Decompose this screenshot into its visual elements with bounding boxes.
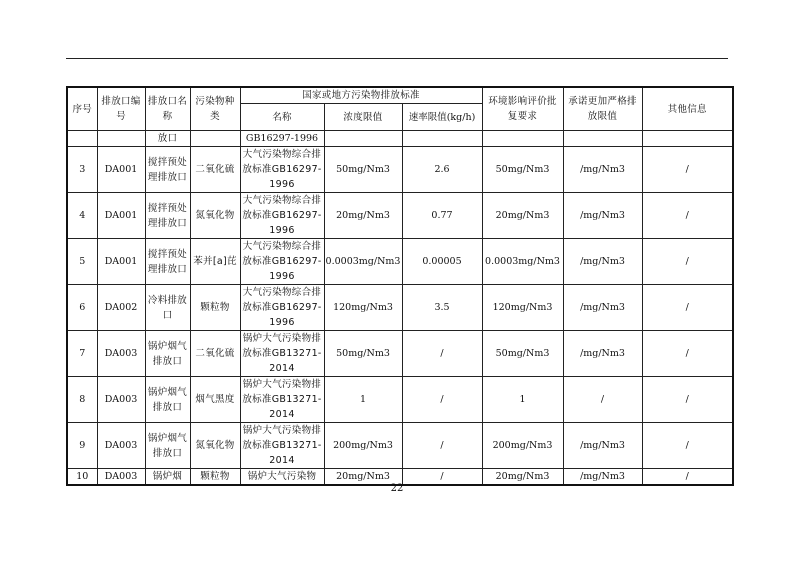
- header-pollutant: 污染物种类: [190, 87, 240, 131]
- cell-other: /: [642, 377, 733, 423]
- cell-seq: 4: [67, 193, 97, 239]
- cell-standard: 大气污染物综合排放标准GB16297-1996: [240, 239, 324, 285]
- cell-conc-limit: 20mg/Nm3: [324, 193, 402, 239]
- cell-conc-limit: 0.0003mg/Nm3: [324, 239, 402, 285]
- cell-other: /: [642, 193, 733, 239]
- header-rate-limit: 速率限值(kg/h): [402, 104, 482, 131]
- cell-outlet-code: DA003: [97, 423, 145, 469]
- cell-outlet-code: DA002: [97, 285, 145, 331]
- cell-standard: 锅炉大气污染物排放标准GB13271-2014: [240, 423, 324, 469]
- header-conc-limit: 浓度限值: [324, 104, 402, 131]
- cell-outlet-code: DA003: [97, 469, 145, 486]
- cell-seq: 6: [67, 285, 97, 331]
- cell-eia: 20mg/Nm3: [482, 469, 563, 486]
- cell-standard: 锅炉大气污染物排放标准GB13271-2014: [240, 377, 324, 423]
- cell-eia: 0.0003mg/Nm3: [482, 239, 563, 285]
- table-row: [67, 239, 733, 285]
- cell-pollutant: 苯并[a]芘: [190, 239, 240, 285]
- cell-rate-limit: 3.5: [402, 285, 482, 331]
- cell-outlet-code: DA001: [97, 193, 145, 239]
- cell-stricter: /: [563, 377, 642, 423]
- table-body: [67, 131, 733, 486]
- cell-rate-limit: 2.6: [402, 147, 482, 193]
- cell-rate-limit: /: [402, 469, 482, 486]
- page-number: 22: [390, 483, 404, 494]
- cell-eia: 120mg/Nm3: [482, 285, 563, 331]
- cell-pollutant: 氮氧化物: [190, 423, 240, 469]
- cell-pollutant: 二氧化硫: [190, 147, 240, 193]
- cell-pollutant: 烟气黑度: [190, 377, 240, 423]
- cell-rate-limit: /: [402, 331, 482, 377]
- cell-standard: 大气污染物综合排放标准GB16297-1996: [240, 193, 324, 239]
- cell-conc-limit: 20mg/Nm3: [324, 469, 402, 486]
- cell-conc-limit: 120mg/Nm3: [324, 285, 402, 331]
- cell-pollutant: 颗粒物: [190, 285, 240, 331]
- header-other: 其他信息: [642, 87, 733, 131]
- cell-eia: 20mg/Nm3: [482, 193, 563, 239]
- table-row: [67, 423, 733, 469]
- cell-conc-limit: 50mg/Nm3: [324, 331, 402, 377]
- table-row: [67, 285, 733, 331]
- cell-pollutant: 二氧化硫: [190, 331, 240, 377]
- header-rule: [66, 58, 728, 59]
- cell-outlet-name: 锅炉烟: [145, 469, 190, 486]
- cell-stricter: /mg/Nm3: [563, 193, 642, 239]
- cell-standard: 大气污染物综合排放标准GB16297-1996: [240, 147, 324, 193]
- cell-standard: 锅炉大气污染物排放标准GB13271-2014: [240, 331, 324, 377]
- cell-seq: 10: [67, 469, 97, 486]
- table-row: [67, 147, 733, 193]
- cell-other: /: [642, 239, 733, 285]
- header-seq: 序号: [67, 87, 97, 131]
- cell-conc-limit: 200mg/Nm3: [324, 423, 402, 469]
- cell-rate-limit: /: [402, 377, 482, 423]
- cell-eia: 50mg/Nm3: [482, 331, 563, 377]
- cell-outlet-name: 锅炉烟气排放口: [145, 423, 190, 469]
- cell-outlet-code: DA001: [97, 239, 145, 285]
- cell-stricter: /mg/Nm3: [563, 469, 642, 486]
- header-standard-group: 国家或地方污染物排放标准: [240, 87, 482, 104]
- cell-outlet-name: 搅拌预处理排放口: [145, 193, 190, 239]
- emission-standards-table: [66, 86, 734, 486]
- cell-pollutant: 颗粒物: [190, 469, 240, 486]
- cell-standard: 锅炉大气污染物: [240, 469, 324, 486]
- cell-other: /: [642, 423, 733, 469]
- cell-outlet-name: 锅炉烟气排放口: [145, 331, 190, 377]
- cell-conc-limit: 50mg/Nm3: [324, 147, 402, 193]
- cell-seq: 8: [67, 377, 97, 423]
- cell-outlet-name: 搅拌预处理排放口: [145, 239, 190, 285]
- cell-rate-limit: 0.77: [402, 193, 482, 239]
- cell-standard: 大气污染物综合排放标准GB16297-1996: [240, 285, 324, 331]
- cell-eia: 1: [482, 377, 563, 423]
- header-eia: 环境影响评价批复要求: [482, 87, 563, 131]
- cell-stricter: /mg/Nm3: [563, 239, 642, 285]
- cell-stricter: /mg/Nm3: [563, 147, 642, 193]
- cell-conc-limit: 1: [324, 377, 402, 423]
- cell-seq: 3: [67, 147, 97, 193]
- cell-standard: GB16297-1996: [240, 131, 324, 147]
- cell-eia: 50mg/Nm3: [482, 147, 563, 193]
- cell-rate-limit: 0.00005: [402, 239, 482, 285]
- cell-other: /: [642, 331, 733, 377]
- cell-pollutant: 氮氧化物: [190, 193, 240, 239]
- cell-outlet-code: DA003: [97, 377, 145, 423]
- cell-other: /: [642, 469, 733, 486]
- header-outlet-name: 排放口名称: [145, 87, 190, 131]
- header-std-name: 名称: [240, 104, 324, 131]
- cell-rate-limit: /: [402, 423, 482, 469]
- table-row-continuation: [67, 131, 733, 147]
- cell-stricter: /mg/Nm3: [563, 285, 642, 331]
- cell-outlet-code: DA001: [97, 147, 145, 193]
- cell-outlet-name: 放口: [145, 131, 190, 147]
- cell-stricter: /mg/Nm3: [563, 423, 642, 469]
- cell-outlet-code: DA003: [97, 331, 145, 377]
- table-row: [67, 331, 733, 377]
- table-row: [67, 193, 733, 239]
- table-header: [67, 87, 733, 131]
- cell-outlet-name: 锅炉烟气排放口: [145, 377, 190, 423]
- cell-stricter: /mg/Nm3: [563, 331, 642, 377]
- cell-seq: 9: [67, 423, 97, 469]
- cell-outlet-name: 冷料排放口: [145, 285, 190, 331]
- cell-eia: 200mg/Nm3: [482, 423, 563, 469]
- header-stricter: 承诺更加严格排放限值: [563, 87, 642, 131]
- cell-other: /: [642, 147, 733, 193]
- cell-seq: 7: [67, 331, 97, 377]
- cell-outlet-name: 搅拌预处理排放口: [145, 147, 190, 193]
- table-row: [67, 377, 733, 423]
- cell-seq: 5: [67, 239, 97, 285]
- cell-other: /: [642, 285, 733, 331]
- header-outlet-code: 排放口编号: [97, 87, 145, 131]
